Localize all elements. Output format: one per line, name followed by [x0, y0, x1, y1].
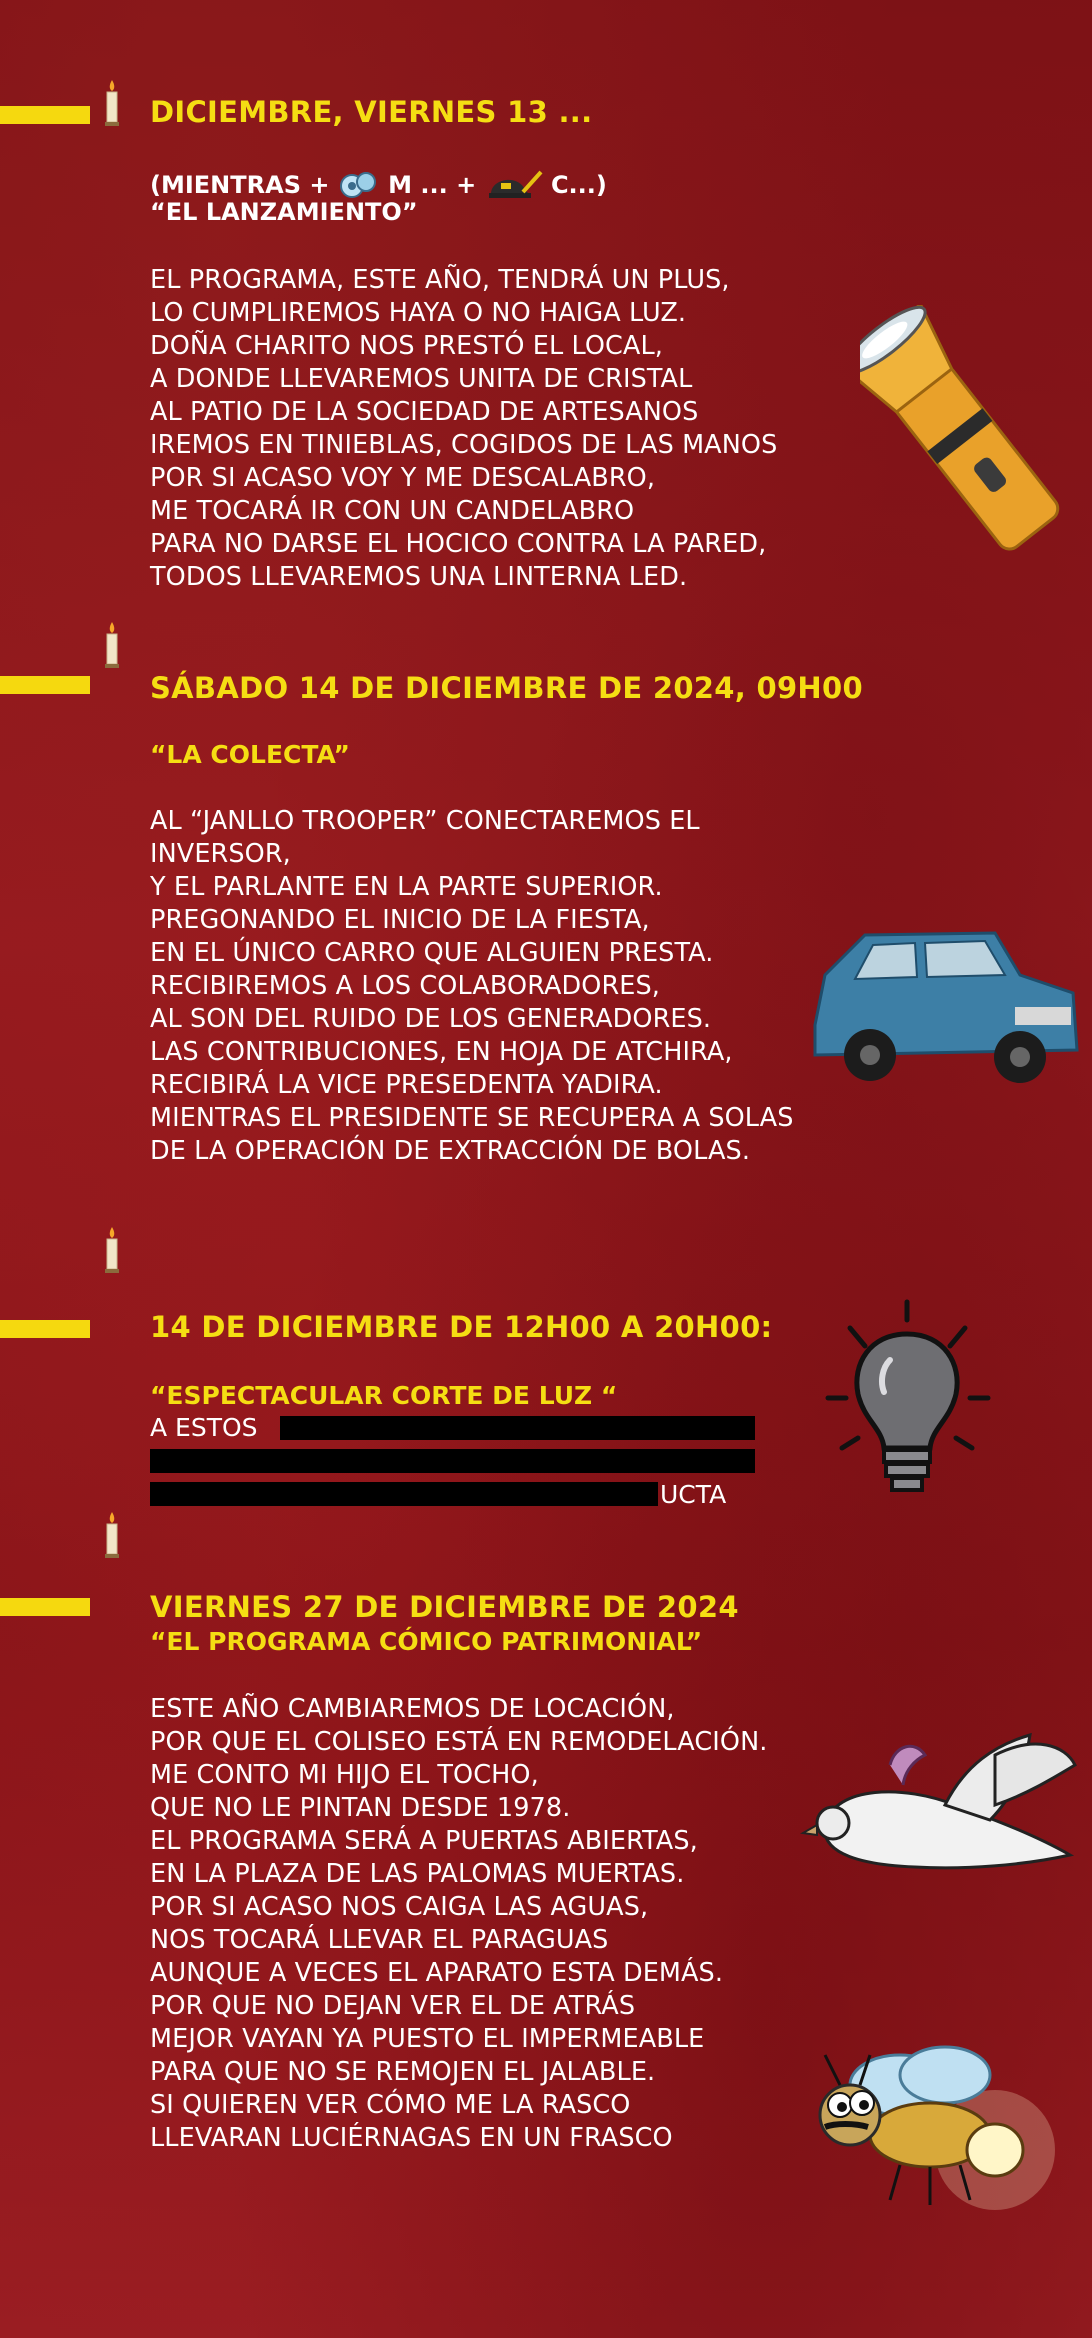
section-line: A ESTOS: [150, 1413, 258, 1442]
section-subtitle: “EL LANZAMIENTO”: [150, 198, 418, 226]
section-heading: SÁBADO 14 DE DICIEMBRE DE 2024, 09H00: [150, 671, 863, 705]
hardhat-tools-icon: [485, 166, 543, 206]
candle-icon: [102, 1510, 122, 1560]
section-subtitle: “EL PROGRAMA CÓMICO PATRIMONIAL”: [150, 1627, 703, 1656]
dead-pigeon-image: [795, 1725, 1080, 1895]
section-poem: EL PROGRAMA, ESTE AÑO, TENDRÁ UN PLUS, LO CUMPLIREMOS HAYA O NO HAIGA LUZ. DOÑA CHARITO NOS PRESTÓ EL LOCAL, A DONDE LLEVAREMOS UNITA DE CRISTAL AL PATIO DE LA SOCIEDAD DE ARTESANOS IREMOS EN TINIEBLAS, COGIDOS DE LAS MANOS POR SI ACASO VOY Y ME DESCALABRO, ME TOCARÁ IR CON UN CANDELABRO PARA NO DARSE EL HOCICO CONTRA LA PARED, TODOS LLEVAREMOS UNA LINTERNA LED.: [150, 265, 778, 592]
section-poem: AL “JANLLO TROOPER” CONECTAREMOS EL INVERSOR, Y EL PARLANTE EN LA PARTE SUPERIOR. PREGONANDO EL INICIO DE LA FIESTA, EN EL ÚNICO CARRO QUE ALGUIEN PRESTA. RECIBIREMOS A LOS COLABORADORES, AL SON DEL RUIDO DE LOS GENERADORES. LAS CONTRIBUCIONES, EN HOJA DE ATCHIRA, RECIBIRÁ LA VICE PRESEDENTA YADIRA. MIENTRAS EL PRESIDENTE SE RECUPERA A SOLAS DE LA OPERACIÓN DE EXTRACCIÓN DE BOLAS.: [150, 806, 794, 1166]
section-heading: DICIEMBRE, VIERNES 13 ...: [150, 95, 593, 129]
section-subtitle: “ESPECTACULAR CORTE DE LUZ “: [150, 1381, 618, 1410]
section-heading: 14 DE DICIEMBRE DE 12H00 A 20H00:: [150, 1310, 773, 1344]
firefly-cartoon-image: [780, 2015, 1080, 2225]
candle-icon: [102, 78, 122, 128]
section-subtitle: “LA COLECTA”: [150, 740, 350, 769]
blue-suv-image: [805, 915, 1080, 1095]
section-poem: ESTE AÑO CAMBIAREMOS DE LOCACIÓN, POR QUE EL COLISEO ESTÁ EN REMODELACIÓN. ME CONTO MI HIJO EL TOCHO, QUE NO LE PINTAN DESDE 1978. EL PROGRAMA SERÁ A PUERTAS ABIERTAS, EN LA PLAZA DE LAS PALOMAS MUERTAS. POR SI ACASO NOS CAIGA LAS AGUAS, NOS TOCARÁ LLEVAR EL PARAGUAS AUNQUE A VECES EL APARATO ESTA DEMÁS. POR QUE NO DEJAN VER EL DE ATRÁS MEJOR VAYAN YA PUESTO EL IMPERMEABLE PARA QUE NO SE REMOJEN EL JALABLE. SI QUIEREN VER CÓMO ME LA RASCO LLEVARAN LUCIÉRNAGAS EN UN FRASCO: [150, 1694, 768, 2153]
redaction-block: [150, 1449, 755, 1473]
section-marker-bar: [0, 106, 90, 124]
lightbulb-image: [820, 1298, 995, 1508]
section-heading: VIERNES 27 DE DICIEMBRE DE 2024: [150, 1590, 739, 1624]
candle-icon: [102, 1225, 122, 1275]
candle-icon: [102, 620, 122, 670]
section-line-end: UCTA: [660, 1480, 727, 1509]
section-intro-line: (MIENTRAS + M ... + C...): [150, 166, 607, 206]
redaction-block: [280, 1416, 755, 1440]
section-marker-bar: [0, 676, 90, 694]
section-marker-bar: [0, 1598, 90, 1616]
section-marker-bar: [0, 1320, 90, 1338]
redaction-block: [150, 1482, 658, 1506]
flashlight-image: [860, 305, 1075, 580]
